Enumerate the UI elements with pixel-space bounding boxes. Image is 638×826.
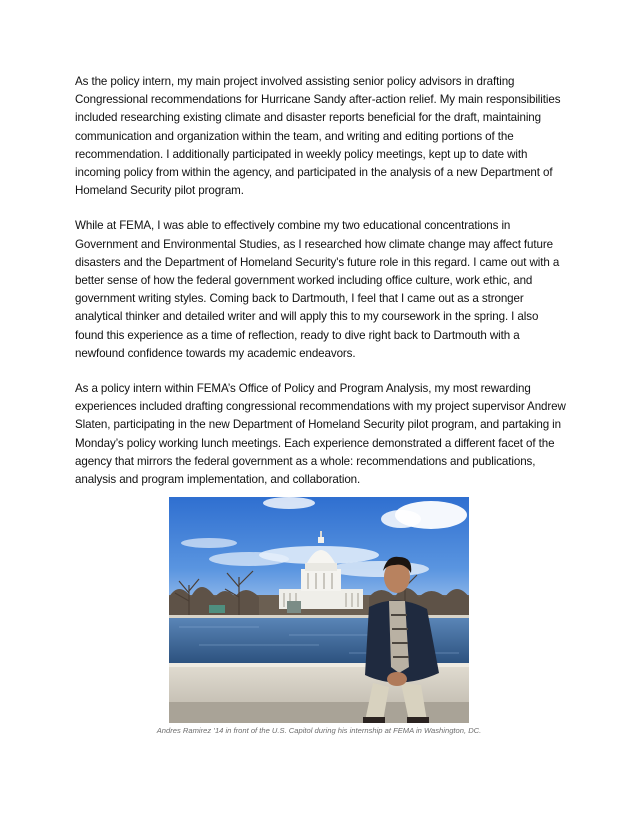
paragraph-rewarding-experiences: As a policy intern within FEMA’s Office of Policy and Program Analysis, my most rewarding experiences included drafting congressional recommendations with my project supervisor Andrew Slaten, participating in the new Department of Homeland Security pilot program, and partaking in Monday’s policy working lunch meetings. Each experience demonstrated a different facet of the agency that mirrors the federal government as a whole: recommendations and publications, analysis and program implementation, and collaboration.: [75, 382, 566, 487]
photo-caption: Andres Ramirez ’14 in front of the U.S. Capitol during his internship at FEMA in Washington, DC.: [156, 726, 482, 735]
paragraph-policy-intern-project: As the policy intern, my main project involved assisting senior policy advisors in drafting Congressional recommendations for Hurricane Sandy after-action relief. My main responsibilities included researching existing climate and disaster reports beneficial for the draft, maintaining communication and organization within the team, and writing and editing portions of the recommendation. I additionally participated in weekly policy meetings, kept up to date with incoming policy from within the agency, and participated in the analysis of a new Department of Homeland Security pilot program.: [75, 75, 561, 198]
paragraph-fema-experience: While at FEMA, I was able to effectively combine my two educational concentrations in Government and Environmental Studies, as I researched how climate change may affect future disasters and the Department of Homeland Security's future role in this regard. I came out with a better sense of how the federal government worked including office culture, work ethic, and government writing styles. Coming back to Dartmouth, I feel that I came out as a stronger analytical thinker and detailed writer and will apply this to my coursework in the spring. I also found this experience as a time of reflection, ready to dive right back to Dartmouth with a newfound confidence towards my academic endeavors.: [75, 219, 560, 360]
body-text: [75, 73, 567, 506]
capitol-photo: [169, 497, 469, 723]
